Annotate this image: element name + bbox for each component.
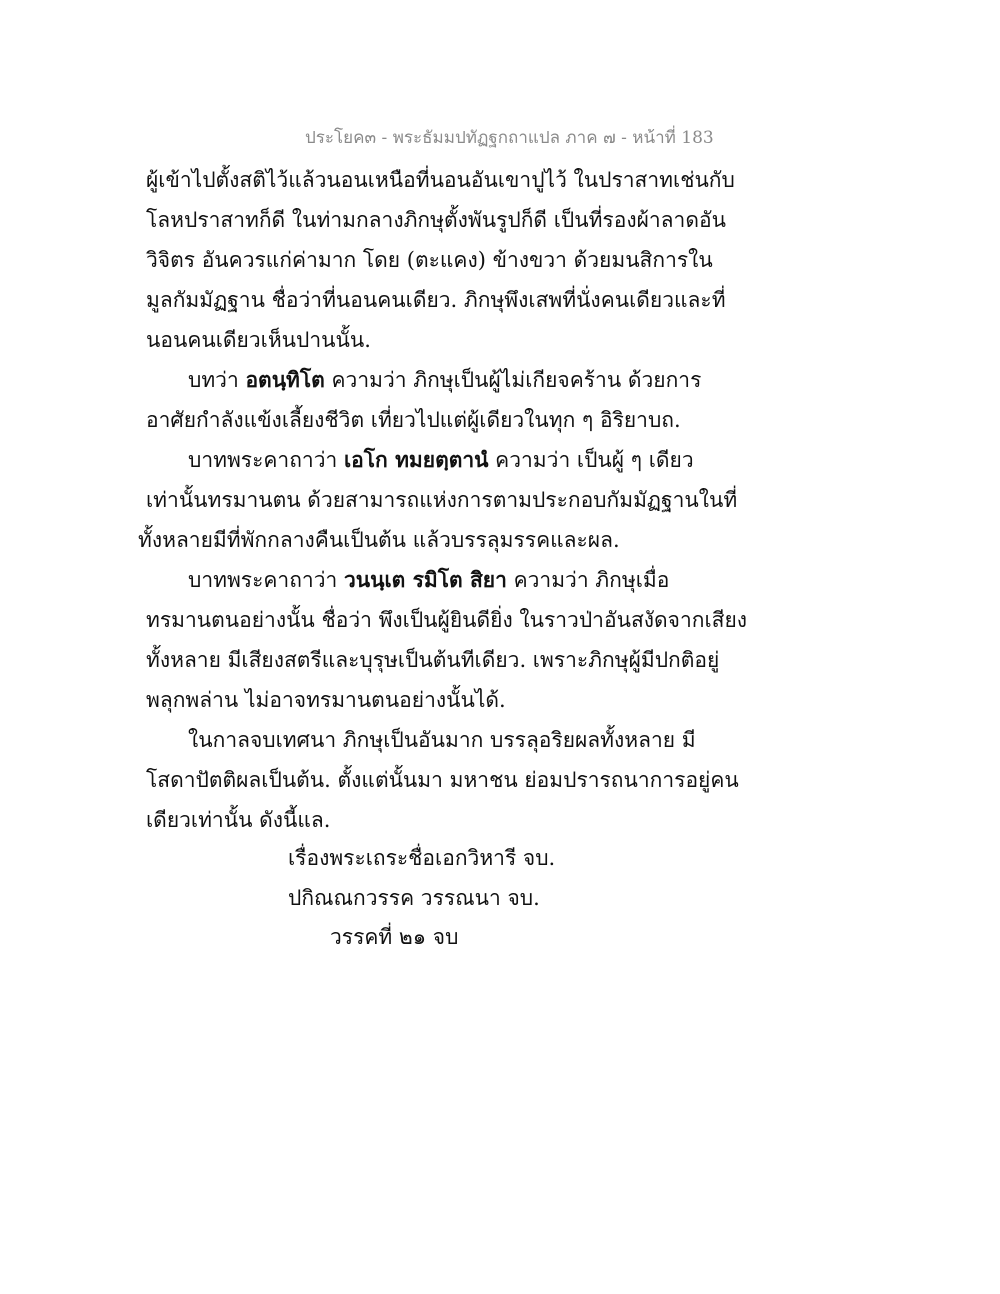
text-line: เดียวเท่านั้น ดังนี้แล.: [146, 808, 331, 832]
text-line: พลุกพล่าน ไม่อาจทรมานตนอย่างนั้นได้.: [146, 688, 506, 712]
text-line: มูลกัมมัฏฐาน ชื่อว่าที่นอนคนเดียว. ภิกษุพึงเสพที่นั่งคนเดียวและที่: [146, 288, 726, 312]
text-line: โลหปราสาทก็ดี ในท่ามกลางภิกษุตั้งพันรูปก็ดี เป็นที่รองผ้าลาดอัน: [146, 208, 726, 232]
body-text: [138, 160, 748, 840]
running-head: ประโยค๓ - พระธัมมปทัฏฐกถาแปล ภาค ๗ - หน้าที่ 183: [305, 128, 714, 148]
text-line: บาทพระคาถาว่า วนนฺเต รมิโต สิยา ความว่า ภิกษุเมื่อ: [188, 567, 670, 592]
text-line: ทั้งหลายมีที่พักกลางคืนเป็นต้น แล้วบรรลุมรรคและผล.: [138, 528, 620, 552]
text-line: โสดาปัตติผลเป็นต้น. ตั้งแต่นั้นมา มหาชน ย่อมปรารถนาการอยู่คน: [146, 768, 739, 792]
text-line: บทว่า อตนฺทิโต ความว่า ภิกษุเป็นผู้ไม่เกียจคร้าน ด้วยการ: [188, 367, 702, 392]
chapter-end-line: ปกิณณกวรรค วรรณนา จบ.: [288, 886, 540, 910]
vagga-end-line: วรรคที่ ๒๑ จบ: [330, 925, 459, 949]
text-line: ในกาลจบเทศนา ภิกษุเป็นอันมาก บรรลุอริยผลทั้งหลาย มี: [188, 728, 696, 752]
text-line: ผู้เข้าไปตั้งสติไว้แล้วนอนเหนือที่นอนอันเขาปูไว้ ในปราสาทเช่นกับ: [146, 168, 735, 192]
story-end-line: เรื่องพระเถระชื่อเอกวิหารี จบ.: [288, 846, 556, 870]
text-line: ทรมานตนอย่างนั้น ชื่อว่า พึงเป็นผู้ยินดียิ่ง ในราวป่าอันสงัดจากเสียง: [146, 608, 748, 632]
text-line: เท่านั้นทรมานตน ด้วยสามารถแห่งการตามประกอบกัมมัฏฐานในที่: [146, 488, 738, 512]
text-line: ทั้งหลาย มีเสียงสตรีและบุรุษเป็นต้นทีเดียว. เพราะภิกษุผู้มีปกติอยู่: [146, 648, 720, 672]
pali-term: อตนฺทิโต: [245, 367, 325, 392]
text-line: วิจิตร อันควรแก่ค่ามาก โดย (ตะแคง) ข้างขวา ด้วยมนสิการใน: [146, 248, 713, 272]
pali-term: วนนฺเต รมิโต สิยา: [343, 567, 507, 592]
pali-term: เอโก ทมยตฺตานํ: [343, 447, 489, 472]
text-line: นอนคนเดียวเห็นปานนั้น.: [146, 328, 371, 352]
text-line: บาทพระคาถาว่า เอโก ทมยตฺตานํ ความว่า เป็นผู้ ๆ เดียว: [188, 447, 694, 472]
text-line: อาศัยกำลังแข้งเลี้ยงชีวิต เที่ยวไปแต่ผู้เดียวในทุก ๆ อิริยาบถ.: [146, 408, 681, 432]
